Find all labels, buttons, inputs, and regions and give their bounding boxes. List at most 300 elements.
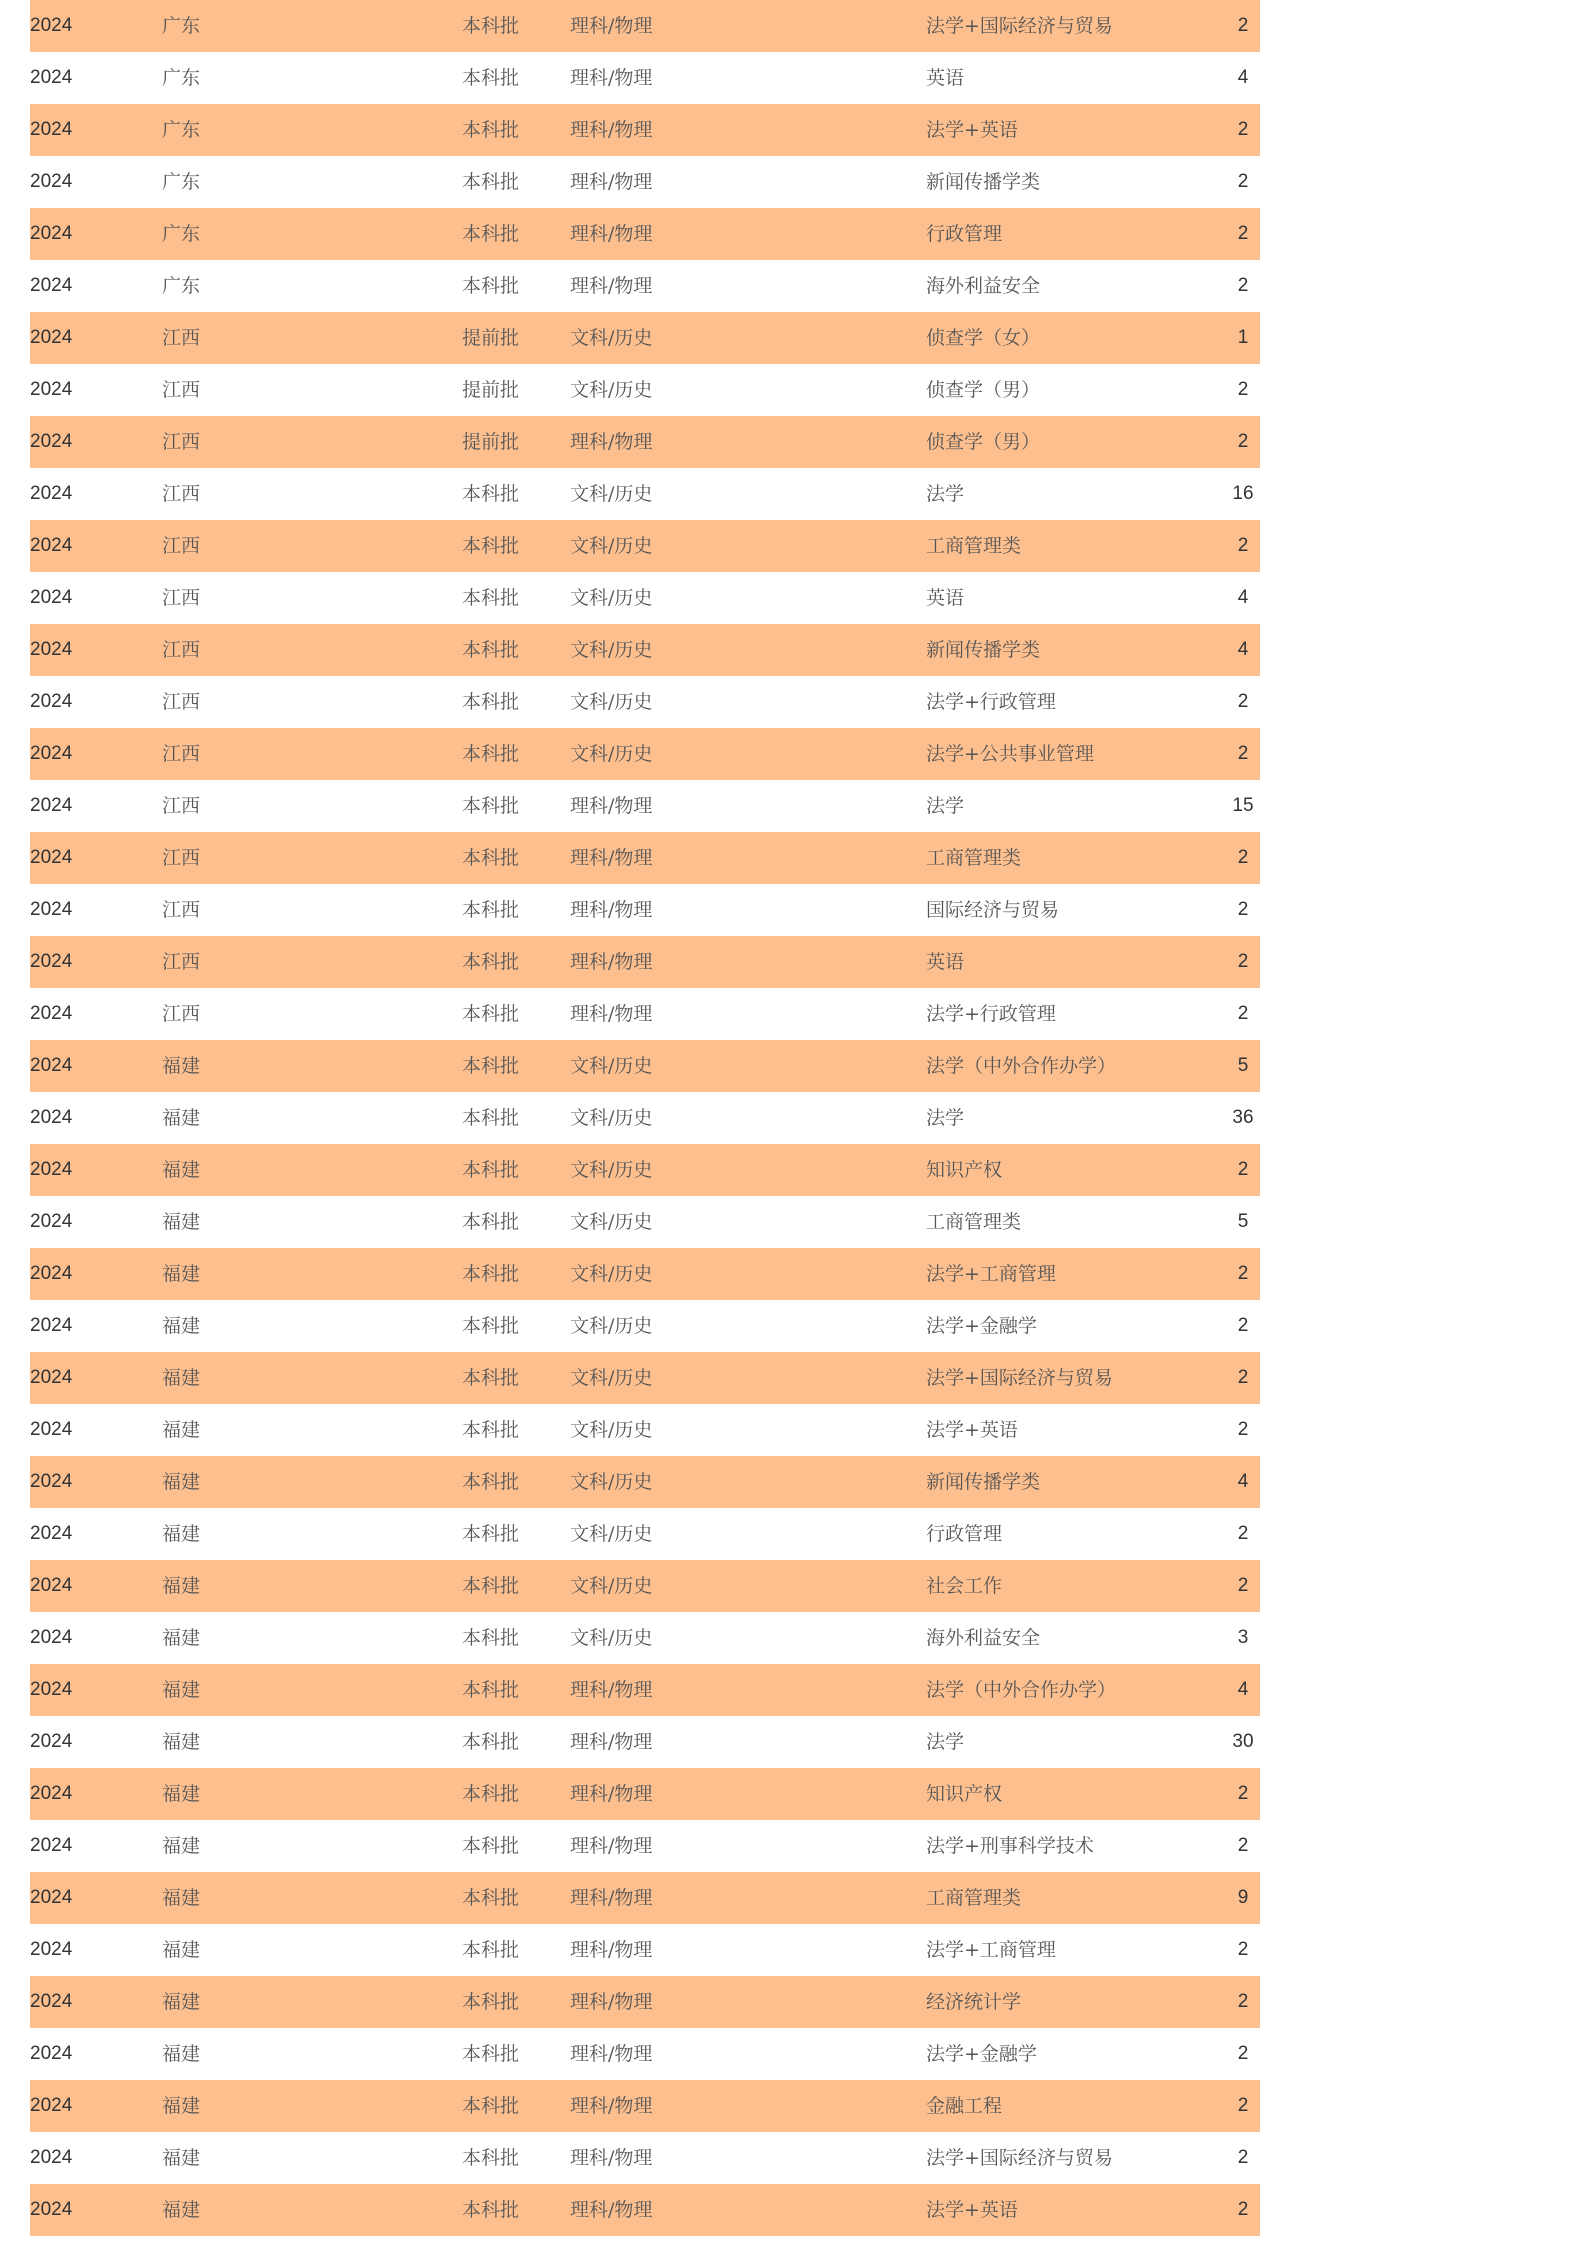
count-cell: 4: [1237, 639, 1249, 660]
year-cell: 2024: [30, 67, 73, 88]
major-cell: 法学+英语: [926, 2199, 1018, 2221]
table-row: [30, 624, 1260, 676]
batch-cell: 本科批: [462, 1003, 520, 1025]
subject-cell: 理科/物理: [570, 67, 653, 89]
province-cell: 福建: [162, 2199, 201, 2221]
count-cell: 2: [1237, 2147, 1249, 2168]
year-cell: 2024: [30, 171, 73, 192]
year-cell: 2024: [30, 1679, 73, 1700]
year-cell: 2024: [30, 2199, 73, 2220]
province-cell: 福建: [162, 1523, 201, 1545]
province-cell: 广东: [162, 171, 201, 193]
subject-cell: 理科/物理: [570, 2095, 653, 2117]
major-cell: 英语: [926, 587, 965, 609]
province-cell: 福建: [162, 1367, 201, 1389]
year-cell: 2024: [30, 1627, 73, 1648]
major-cell: 工商管理类: [926, 535, 1022, 557]
year-cell: 2024: [30, 2043, 73, 2064]
table-row: [30, 1924, 1260, 1976]
major-cell: 法学+行政管理: [926, 1003, 1056, 1025]
batch-cell: 本科批: [462, 15, 520, 37]
subject-cell: 理科/物理: [570, 795, 653, 817]
count-cell: 2: [1237, 1263, 1249, 1284]
year-cell: 2024: [30, 1003, 73, 1024]
province-cell: 福建: [162, 2043, 201, 2065]
major-cell: 法学+工商管理: [926, 1263, 1056, 1285]
major-cell: 侦查学（女）: [926, 327, 1041, 349]
year-cell: 2024: [30, 1159, 73, 1180]
province-cell: 福建: [162, 1419, 201, 1441]
major-cell: 新闻传播学类: [926, 639, 1041, 661]
table-row: [30, 208, 1260, 260]
year-cell: 2024: [30, 379, 73, 400]
major-cell: 国际经济与贸易: [926, 899, 1060, 921]
table-row: [30, 884, 1260, 936]
year-cell: 2024: [30, 1107, 73, 1128]
major-cell: 英语: [926, 67, 965, 89]
year-cell: 2024: [30, 1991, 73, 2012]
table-row: [30, 780, 1260, 832]
major-cell: 法学: [926, 795, 965, 817]
subject-cell: 理科/物理: [570, 899, 653, 921]
count-cell: 2: [1237, 2043, 1249, 2064]
count-cell: 2: [1237, 1991, 1249, 2012]
batch-cell: 本科批: [462, 1107, 520, 1129]
subject-cell: 理科/物理: [570, 1679, 653, 1701]
province-cell: 福建: [162, 2147, 201, 2169]
major-cell: 法学+英语: [926, 119, 1018, 141]
major-cell: 法学+行政管理: [926, 691, 1056, 713]
batch-cell: 本科批: [462, 847, 520, 869]
major-cell: 法学+英语: [926, 1419, 1018, 1441]
batch-cell: 本科批: [462, 223, 520, 245]
batch-cell: 本科批: [462, 1835, 520, 1857]
table-row: [30, 1040, 1260, 1092]
province-cell: 福建: [162, 1835, 201, 1857]
province-cell: 福建: [162, 1991, 201, 2013]
major-cell: 工商管理类: [926, 1887, 1022, 1909]
subject-cell: 理科/物理: [570, 1887, 653, 1909]
table-row: [30, 1664, 1260, 1716]
count-cell: 2: [1237, 743, 1249, 764]
subject-cell: 理科/物理: [570, 2199, 653, 2221]
batch-cell: 本科批: [462, 2095, 520, 2117]
major-cell: 工商管理类: [926, 847, 1022, 869]
table-row: [30, 1716, 1260, 1768]
province-cell: 江西: [162, 1003, 201, 1025]
count-cell: 2: [1237, 951, 1249, 972]
table-row: [30, 676, 1260, 728]
subject-cell: 文科/历史: [570, 1055, 653, 1077]
province-cell: 江西: [162, 639, 201, 661]
year-cell: 2024: [30, 1731, 73, 1752]
count-cell: 2: [1237, 691, 1249, 712]
year-cell: 2024: [30, 1263, 73, 1284]
batch-cell: 本科批: [462, 639, 520, 661]
batch-cell: 本科批: [462, 691, 520, 713]
subject-cell: 理科/物理: [570, 275, 653, 297]
table-row: [30, 1872, 1260, 1924]
batch-cell: 本科批: [462, 743, 520, 765]
batch-cell: 提前批: [462, 327, 520, 349]
batch-cell: 本科批: [462, 1523, 520, 1545]
major-cell: 英语: [926, 951, 965, 973]
subject-cell: 文科/历史: [570, 1159, 653, 1181]
table-row: [30, 260, 1260, 312]
year-cell: 2024: [30, 1783, 73, 1804]
major-cell: 工商管理类: [926, 1211, 1022, 1233]
year-cell: 2024: [30, 587, 73, 608]
subject-cell: 文科/历史: [570, 327, 653, 349]
major-cell: 法学+国际经济与贸易: [926, 15, 1113, 37]
subject-cell: 文科/历史: [570, 1107, 653, 1129]
count-cell: 9: [1237, 1887, 1249, 1908]
year-cell: 2024: [30, 1419, 73, 1440]
year-cell: 2024: [30, 223, 73, 244]
table-row: [30, 1248, 1260, 1300]
count-cell: 4: [1237, 1679, 1249, 1700]
count-cell: 2: [1237, 223, 1249, 244]
count-cell: 2: [1237, 1315, 1249, 1336]
subject-cell: 理科/物理: [570, 1783, 653, 1805]
subject-cell: 文科/历史: [570, 1575, 653, 1597]
subject-cell: 文科/历史: [570, 639, 653, 661]
province-cell: 广东: [162, 275, 201, 297]
count-cell: 2: [1237, 1835, 1249, 1856]
year-cell: 2024: [30, 1523, 73, 1544]
province-cell: 福建: [162, 2095, 201, 2117]
count-cell: 4: [1237, 67, 1249, 88]
count-cell: 2: [1237, 899, 1249, 920]
year-cell: 2024: [30, 431, 73, 452]
year-cell: 2024: [30, 275, 73, 296]
province-cell: 江西: [162, 951, 201, 973]
province-cell: 江西: [162, 795, 201, 817]
table-row: [30, 2132, 1260, 2184]
subject-cell: 文科/历史: [570, 1315, 653, 1337]
count-cell: 2: [1237, 1523, 1249, 1544]
table-row: [30, 832, 1260, 884]
province-cell: 福建: [162, 1159, 201, 1181]
table-row: [30, 1820, 1260, 1872]
count-cell: 2: [1237, 1367, 1249, 1388]
province-cell: 江西: [162, 483, 201, 505]
table-row: [30, 0, 1260, 52]
batch-cell: 本科批: [462, 1991, 520, 2013]
major-cell: 法学+国际经济与贸易: [926, 1367, 1113, 1389]
year-cell: 2024: [30, 483, 73, 504]
year-cell: 2024: [30, 15, 73, 36]
province-cell: 福建: [162, 1679, 201, 1701]
province-cell: 福建: [162, 1471, 201, 1493]
year-cell: 2024: [30, 1939, 73, 1960]
year-cell: 2024: [30, 639, 73, 660]
subject-cell: 文科/历史: [570, 1211, 653, 1233]
subject-cell: 文科/历史: [570, 1471, 653, 1493]
count-cell: 2: [1237, 431, 1249, 452]
major-cell: 法学+国际经济与贸易: [926, 2147, 1113, 2169]
count-cell: 5: [1237, 1211, 1249, 1232]
major-cell: 法学+工商管理: [926, 1939, 1056, 1961]
table-row: [30, 2080, 1260, 2132]
major-cell: 法学+金融学: [926, 2043, 1037, 2065]
province-cell: 福建: [162, 1211, 201, 1233]
major-cell: 侦查学（男）: [926, 431, 1041, 453]
major-cell: 新闻传播学类: [926, 1471, 1041, 1493]
year-cell: 2024: [30, 1055, 73, 1076]
province-cell: 福建: [162, 1783, 201, 1805]
count-cell: 16: [1232, 483, 1254, 504]
province-cell: 江西: [162, 691, 201, 713]
subject-cell: 理科/物理: [570, 2043, 653, 2065]
count-cell: 3: [1237, 1627, 1249, 1648]
subject-cell: 文科/历史: [570, 1627, 653, 1649]
subject-cell: 理科/物理: [570, 171, 653, 193]
year-cell: 2024: [30, 327, 73, 348]
province-cell: 福建: [162, 1315, 201, 1337]
year-cell: 2024: [30, 1367, 73, 1388]
table-row: [30, 936, 1260, 988]
major-cell: 知识产权: [926, 1159, 1003, 1181]
subject-cell: 文科/历史: [570, 1263, 653, 1285]
table-row: [30, 1768, 1260, 1820]
major-cell: 经济统计学: [926, 1991, 1022, 2013]
batch-cell: 提前批: [462, 431, 520, 453]
province-cell: 广东: [162, 119, 201, 141]
subject-cell: 理科/物理: [570, 1731, 653, 1753]
year-cell: 2024: [30, 1315, 73, 1336]
province-cell: 福建: [162, 1887, 201, 1909]
province-cell: 江西: [162, 743, 201, 765]
subject-cell: 理科/物理: [570, 1939, 653, 1961]
subject-cell: 文科/历史: [570, 535, 653, 557]
table-row: [30, 312, 1260, 364]
major-cell: 侦查学（男）: [926, 379, 1041, 401]
subject-cell: 文科/历史: [570, 1523, 653, 1545]
table-row: [30, 1456, 1260, 1508]
batch-cell: 本科批: [462, 1211, 520, 1233]
year-cell: 2024: [30, 2095, 73, 2116]
count-cell: 2: [1237, 1575, 1249, 1596]
count-cell: 2: [1237, 379, 1249, 400]
year-cell: 2024: [30, 899, 73, 920]
count-cell: 2: [1237, 275, 1249, 296]
batch-cell: 本科批: [462, 1159, 520, 1181]
table-row: [30, 1300, 1260, 1352]
major-cell: 行政管理: [926, 223, 1003, 245]
subject-cell: 理科/物理: [570, 1991, 653, 2013]
subject-cell: 理科/物理: [570, 847, 653, 869]
table-row: [30, 2028, 1260, 2080]
batch-cell: 本科批: [462, 119, 520, 141]
count-cell: 36: [1232, 1107, 1254, 1128]
table-row: [30, 468, 1260, 520]
major-cell: 法学: [926, 1107, 965, 1129]
subject-cell: 理科/物理: [570, 951, 653, 973]
batch-cell: 本科批: [462, 951, 520, 973]
major-cell: 法学+金融学: [926, 1315, 1037, 1337]
province-cell: 江西: [162, 587, 201, 609]
batch-cell: 本科批: [462, 2043, 520, 2065]
province-cell: 福建: [162, 1575, 201, 1597]
province-cell: 福建: [162, 1107, 201, 1129]
batch-cell: 本科批: [462, 1575, 520, 1597]
table-row: [30, 156, 1260, 208]
subject-cell: 理科/物理: [570, 431, 653, 453]
major-cell: 法学: [926, 1731, 965, 1753]
batch-cell: 本科批: [462, 1627, 520, 1649]
year-cell: 2024: [30, 743, 73, 764]
batch-cell: 本科批: [462, 2147, 520, 2169]
major-cell: 社会工作: [926, 1575, 1003, 1597]
count-cell: 2: [1237, 2095, 1249, 2116]
year-cell: 2024: [30, 691, 73, 712]
table-row: [30, 1976, 1260, 2028]
batch-cell: 本科批: [462, 1315, 520, 1337]
year-cell: 2024: [30, 847, 73, 868]
table-row: [30, 1352, 1260, 1404]
year-cell: 2024: [30, 535, 73, 556]
subject-cell: 文科/历史: [570, 587, 653, 609]
batch-cell: 本科批: [462, 1887, 520, 1909]
province-cell: 广东: [162, 67, 201, 89]
table-row: [30, 1092, 1260, 1144]
count-cell: 2: [1237, 1939, 1249, 1960]
province-cell: 福建: [162, 1055, 201, 1077]
batch-cell: 本科批: [462, 1783, 520, 1805]
count-cell: 2: [1237, 119, 1249, 140]
table-row: [30, 416, 1260, 468]
table-row: [30, 104, 1260, 156]
province-cell: 江西: [162, 379, 201, 401]
count-cell: 1: [1237, 327, 1249, 348]
year-cell: 2024: [30, 1835, 73, 1856]
subject-cell: 文科/历史: [570, 379, 653, 401]
count-cell: 15: [1232, 795, 1254, 816]
batch-cell: 本科批: [462, 795, 520, 817]
subject-cell: 理科/物理: [570, 119, 653, 141]
table-row: [30, 1144, 1260, 1196]
major-cell: 海外利益安全: [926, 1627, 1041, 1649]
year-cell: 2024: [30, 795, 73, 816]
count-cell: 2: [1237, 1783, 1249, 1804]
subject-cell: 文科/历史: [570, 1419, 653, 1441]
count-cell: 2: [1237, 171, 1249, 192]
batch-cell: 本科批: [462, 1679, 520, 1701]
year-cell: 2024: [30, 1575, 73, 1596]
batch-cell: 提前批: [462, 379, 520, 401]
province-cell: 福建: [162, 1939, 201, 1961]
major-cell: 法学+公共事业管理: [926, 743, 1094, 765]
major-cell: 行政管理: [926, 1523, 1003, 1545]
count-cell: 4: [1237, 1471, 1249, 1492]
subject-cell: 理科/物理: [570, 1835, 653, 1857]
province-cell: 江西: [162, 847, 201, 869]
count-cell: 2: [1237, 535, 1249, 556]
major-cell: 法学+刑事科学技术: [926, 1835, 1094, 1857]
major-cell: 法学: [926, 483, 965, 505]
batch-cell: 本科批: [462, 1471, 520, 1493]
subject-cell: 理科/物理: [570, 2147, 653, 2169]
province-cell: 江西: [162, 535, 201, 557]
major-cell: 法学（中外合作办学）: [926, 1055, 1117, 1077]
batch-cell: 本科批: [462, 1419, 520, 1441]
year-cell: 2024: [30, 2147, 73, 2168]
table-row: [30, 1508, 1260, 1560]
batch-cell: 本科批: [462, 1939, 520, 1961]
province-cell: 广东: [162, 223, 201, 245]
subject-cell: 理科/物理: [570, 223, 653, 245]
batch-cell: 本科批: [462, 1263, 520, 1285]
count-cell: 4: [1237, 587, 1249, 608]
major-cell: 法学（中外合作办学）: [926, 1679, 1117, 1701]
batch-cell: 本科批: [462, 1367, 520, 1389]
count-cell: 5: [1237, 1055, 1249, 1076]
year-cell: 2024: [30, 951, 73, 972]
province-cell: 广东: [162, 15, 201, 37]
table-row: [30, 52, 1260, 104]
province-cell: 江西: [162, 899, 201, 921]
table-row: [30, 728, 1260, 780]
batch-cell: 本科批: [462, 275, 520, 297]
count-cell: 2: [1237, 1419, 1249, 1440]
batch-cell: 本科批: [462, 2199, 520, 2221]
subject-cell: 文科/历史: [570, 743, 653, 765]
year-cell: 2024: [30, 1211, 73, 1232]
table-row: [30, 1560, 1260, 1612]
major-cell: 新闻传播学类: [926, 171, 1041, 193]
year-cell: 2024: [30, 1887, 73, 1908]
subject-cell: 文科/历史: [570, 691, 653, 713]
batch-cell: 本科批: [462, 1731, 520, 1753]
count-cell: 2: [1237, 1159, 1249, 1180]
table-row: [30, 1404, 1260, 1456]
subject-cell: 理科/物理: [570, 15, 653, 37]
table-row: [30, 1196, 1260, 1248]
table-row: [30, 988, 1260, 1040]
batch-cell: 本科批: [462, 1055, 520, 1077]
province-cell: 福建: [162, 1263, 201, 1285]
province-cell: 江西: [162, 431, 201, 453]
province-cell: 福建: [162, 1627, 201, 1649]
major-cell: 金融工程: [926, 2095, 1003, 2117]
count-cell: 30: [1232, 1731, 1254, 1752]
table-row: [30, 520, 1260, 572]
province-cell: 福建: [162, 1731, 201, 1753]
table-row: [30, 364, 1260, 416]
major-cell: 知识产权: [926, 1783, 1003, 1805]
batch-cell: 本科批: [462, 899, 520, 921]
subject-cell: 文科/历史: [570, 1367, 653, 1389]
subject-cell: 理科/物理: [570, 1003, 653, 1025]
batch-cell: 本科批: [462, 171, 520, 193]
table-row: [30, 1612, 1260, 1664]
count-cell: 2: [1237, 2199, 1249, 2220]
year-cell: 2024: [30, 119, 73, 140]
province-cell: 江西: [162, 327, 201, 349]
admission-plan-table: [30, 0, 1260, 2236]
year-cell: 2024: [30, 1471, 73, 1492]
table-row: [30, 572, 1260, 624]
count-cell: 2: [1237, 1003, 1249, 1024]
subject-cell: 文科/历史: [570, 483, 653, 505]
batch-cell: 本科批: [462, 535, 520, 557]
count-cell: 2: [1237, 15, 1249, 36]
major-cell: 海外利益安全: [926, 275, 1041, 297]
table-row: [30, 2184, 1260, 2236]
batch-cell: 本科批: [462, 67, 520, 89]
count-cell: 2: [1237, 847, 1249, 868]
